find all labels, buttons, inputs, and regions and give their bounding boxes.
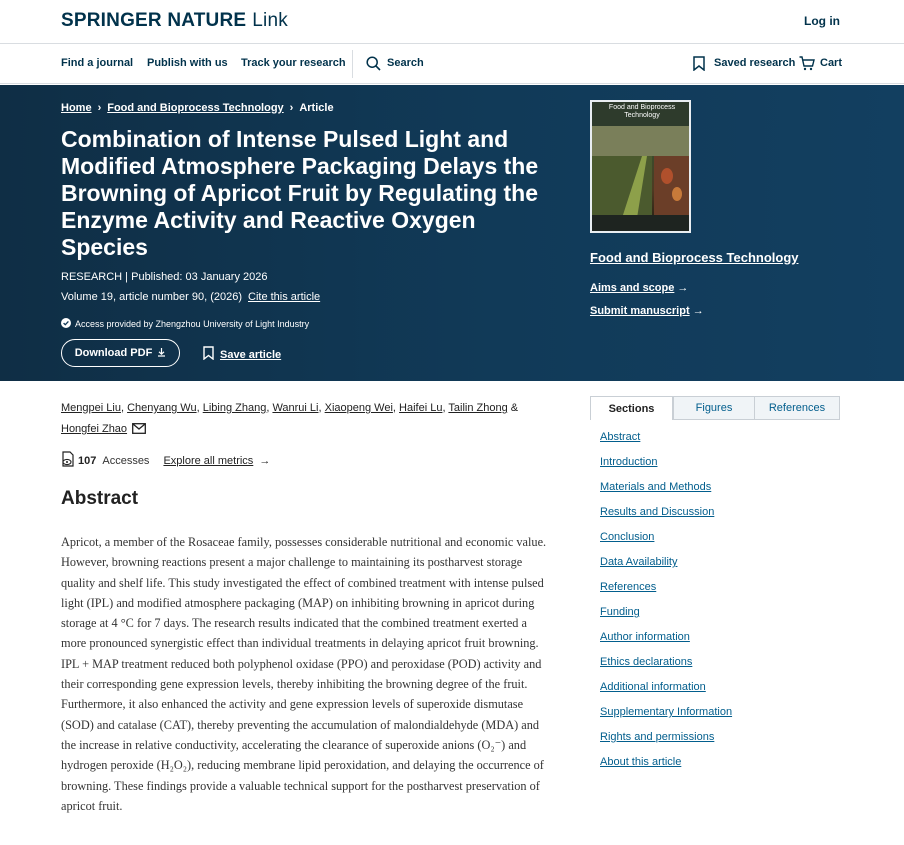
author-link[interactable]: Haifei Lu bbox=[399, 402, 443, 414]
login-link[interactable]: Log in bbox=[804, 14, 840, 28]
aims-scope-label: Aims and scope bbox=[590, 282, 675, 294]
access-notice bbox=[61, 318, 309, 330]
breadcrumb-journal[interactable]: Food and Bioprocess Technology bbox=[107, 102, 284, 114]
submit-manuscript-link[interactable] bbox=[590, 305, 704, 317]
cover-title: Food and Bioprocess Technology bbox=[608, 104, 676, 119]
cart-icon[interactable] bbox=[799, 56, 815, 76]
site-header bbox=[0, 0, 904, 44]
article-type: RESEARCH bbox=[61, 271, 123, 283]
author-link[interactable]: Libing Zhang bbox=[202, 402, 267, 414]
author-list: Mengpei Liu, Chenyang Wu, Libing Zhang, Wanrui Li, Xiaopeng Wei, Haifei Lu, Tailin Zhong & Hongfei Zhao bbox=[61, 398, 551, 442]
breadcrumb-separator: › bbox=[289, 102, 294, 114]
publish-link[interactable]: Publish with us bbox=[147, 57, 228, 69]
author-link[interactable]: Chenyang Wu bbox=[127, 402, 197, 414]
bookmark-icon[interactable] bbox=[693, 56, 705, 76]
section-link-ethics[interactable]: Ethics declarations bbox=[600, 656, 693, 668]
search-icon[interactable] bbox=[366, 56, 381, 76]
meta-separator: | bbox=[122, 271, 132, 283]
article-hero bbox=[0, 85, 904, 381]
save-article-button[interactable] bbox=[203, 346, 281, 363]
download-pdf-button[interactable] bbox=[61, 339, 180, 367]
brand-name: SPRINGER NATURE bbox=[61, 10, 247, 31]
author-link[interactable]: Tailin Zhong bbox=[448, 402, 508, 414]
journal-name-link[interactable]: Food and Bioprocess Technology bbox=[590, 250, 799, 265]
accesses-icon bbox=[61, 451, 75, 470]
download-pdf-label: Download PDF bbox=[74, 347, 153, 359]
check-circle-icon bbox=[61, 318, 71, 330]
breadcrumb-current: Article bbox=[299, 102, 334, 114]
abstract-text: Apricot, a member of the Rosaceae family, possesses considerable nutritional and economic value. However, browning reactions present a major challenge to maintaining its postharvest storage quality and shelf life. This study investigated the effect of combined treatment with intense pulsed light (IPL) and modified atmosphere packaging (MAP) on inhibiting browning in apricot during storage at 4 °C for 7 days. The research results indicated that the combined treatment exerted a more pronounced synergistic effect than individual treatments in delaying apricot fruit browning. IPL + MAP treatment reduced both polyphenol oxidase (PPO) and peroxidase (POD) activity and their corresponding gene expression levels, thereby inhibiting the browning degree of the fruit. Furthermore, it also enhanced the activity and gene expression levels of superoxide dismutase (SOD) and catalase (CAT), thereby preventing the accumulation of malondialdehyde (MDA) and the increase in relative conductivity, accelerating the clearance of superoxide anions (O₂⁻) and hydrogen peroxide (H₂O₂), reducing membrane lipid peroxidation, and delaying the occurrence of browning. These findings provide a valuable technical support for the postharvest preservation of apricot fruit. bbox=[61, 535, 547, 813]
article-type-date bbox=[61, 271, 268, 283]
bookmark-icon bbox=[203, 346, 214, 363]
email-icon[interactable] bbox=[132, 421, 146, 442]
cart-link[interactable]: Cart bbox=[820, 57, 843, 69]
section-link-conclusion[interactable]: Conclusion bbox=[600, 531, 655, 543]
brand-link-word: Link bbox=[252, 10, 288, 31]
tab-references[interactable]: References bbox=[755, 396, 840, 420]
journal-cover-image[interactable] bbox=[590, 100, 691, 233]
aims-scope-link[interactable] bbox=[590, 282, 688, 294]
article-title: Combination of Intense Pulsed Light and Modified Atmosphere Packaging Delays the Browning of Apricot Fruit by Regulating the Enzyme Activity and Reactive Oxygen Species bbox=[61, 126, 539, 260]
tab-sections[interactable]: Sections bbox=[590, 396, 673, 420]
search-link[interactable]: Search bbox=[387, 57, 424, 69]
section-link-funding[interactable]: Funding bbox=[600, 606, 640, 618]
springer-nature-logo[interactable] bbox=[61, 10, 288, 32]
section-link-materials-methods[interactable]: Materials and Methods bbox=[600, 481, 712, 493]
abstract-heading: Abstract bbox=[61, 488, 139, 509]
volume-info: Volume 19, article number 90, (2026) bbox=[61, 291, 242, 303]
section-link-references[interactable]: References bbox=[600, 581, 657, 593]
section-link-introduction[interactable]: Introduction bbox=[600, 456, 658, 468]
arrow-right-icon: → bbox=[259, 454, 271, 467]
author-link[interactable]: Wanrui Li bbox=[272, 402, 319, 414]
author-link[interactable]: Hongfei Zhao bbox=[61, 423, 128, 435]
breadcrumb bbox=[61, 102, 334, 114]
section-link-about[interactable]: About this article bbox=[600, 756, 682, 768]
published-date: Published: 03 January 2026 bbox=[131, 271, 268, 283]
save-article-label: Save article bbox=[220, 348, 282, 361]
author-link[interactable]: Mengpei Liu bbox=[61, 402, 121, 414]
main-nav bbox=[0, 44, 904, 84]
section-link-abstract[interactable]: Abstract bbox=[600, 431, 641, 443]
article-metrics bbox=[61, 451, 270, 470]
submit-manuscript-label: Submit manuscript bbox=[590, 305, 690, 317]
saved-research-link[interactable]: Saved research bbox=[714, 57, 796, 69]
breadcrumb-separator: › bbox=[97, 102, 102, 114]
section-link-author-information[interactable]: Author information bbox=[600, 631, 690, 643]
section-link-results-discussion[interactable]: Results and Discussion bbox=[600, 506, 715, 518]
track-research-link[interactable]: Track your research bbox=[241, 57, 346, 69]
arrow-right-icon: → bbox=[677, 282, 689, 294]
section-link-additional-information[interactable]: Additional information bbox=[600, 681, 706, 693]
section-link-rights[interactable]: Rights and permissions bbox=[600, 731, 715, 743]
cover-footer bbox=[592, 215, 689, 231]
section-link-data-availability[interactable]: Data Availability bbox=[600, 556, 678, 568]
accesses-count: 107 bbox=[78, 454, 97, 467]
find-journal-link[interactable]: Find a journal bbox=[61, 57, 134, 69]
explore-metrics-link[interactable] bbox=[163, 455, 270, 467]
download-icon bbox=[157, 347, 166, 360]
section-link-supplementary[interactable]: Supplementary Information bbox=[600, 706, 733, 718]
explore-metrics-label: Explore all metrics bbox=[163, 454, 254, 467]
tab-figures[interactable]: Figures bbox=[673, 396, 755, 420]
arrow-right-icon: → bbox=[692, 305, 704, 317]
sections-list bbox=[600, 431, 732, 781]
breadcrumb-home[interactable]: Home bbox=[61, 102, 92, 114]
author-link[interactable]: Xiaopeng Wei bbox=[324, 402, 393, 414]
nav-divider bbox=[352, 50, 353, 78]
cover-artwork bbox=[592, 126, 689, 218]
sidebar-tabs bbox=[590, 396, 840, 420]
access-text: Access provided by Zhengzhou University of Light Industry bbox=[75, 319, 310, 329]
accesses-label: Accesses bbox=[102, 454, 150, 467]
cite-article-link[interactable]: Cite this article bbox=[248, 291, 321, 303]
article-volume-line bbox=[61, 291, 320, 303]
